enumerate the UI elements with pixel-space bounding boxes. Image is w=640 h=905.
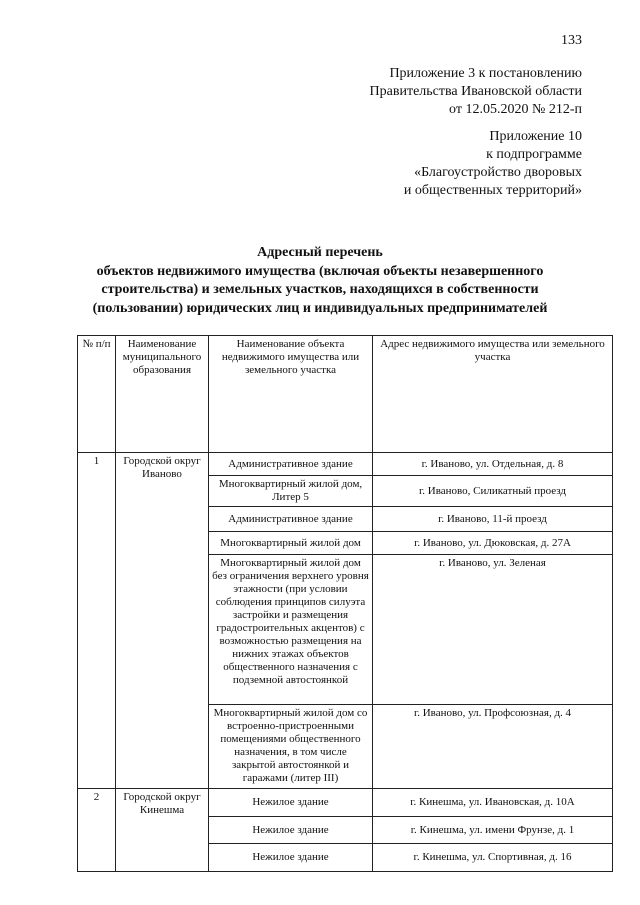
object-cell: Многоквартирный жилой дом, Литер 5 (209, 476, 373, 507)
appendix-line: к подпрограмме (486, 147, 582, 162)
title-line: (пользовании) юридических лиц и индивидуальных предпринимателей (92, 300, 548, 316)
appendix-line: «Благоустройство дворовых (414, 165, 582, 180)
object-cell: Многоквартирный жилой дом со встроенно-пристроенными помещениями общественного назначения, в том числе закрытой автостоянкой и гаражами (литер III) (209, 705, 373, 789)
row-number: 2 (78, 789, 116, 872)
title-line: строительства) и земельных участков, находящихся в собственности (101, 282, 539, 297)
object-cell: Нежилое здание (209, 789, 373, 817)
address-cell: г. Иваново, Силикатный проезд (373, 476, 613, 507)
subprogram-reference (404, 128, 582, 200)
address-cell: г. Иваново, ул. Отдельная, д. 8 (373, 453, 613, 476)
object-cell: Административное здание (209, 453, 373, 476)
object-cell: Нежилое здание (209, 844, 373, 872)
table-row (78, 453, 613, 476)
title-line: объектов недвижимого имущества (включая объекты незавершенного (96, 263, 544, 279)
address-cell: г. Кинешма, ул. Спортивная, д. 16 (373, 844, 613, 872)
header-object: Наименование объекта недвижимого имущества или земельного участка (209, 336, 373, 453)
address-cell: г. Иваново, ул. Профсоюзная, д. 4 (373, 705, 613, 789)
row-number: 1 (78, 453, 116, 789)
header-address: Адрес недвижимого имущества или земельного участка (373, 336, 613, 453)
page-number: 133 (561, 33, 582, 48)
object-cell: Многоквартирный жилой дом (209, 532, 373, 555)
municipality-cell: Городской округ Иваново (116, 453, 209, 789)
appendix-reference (370, 65, 582, 119)
address-cell: г. Кинешма, ул. Ивановская, д. 10А (373, 789, 613, 817)
address-cell: г. Кинешма, ул. имени Фрунзе, д. 1 (373, 817, 613, 844)
appendix-line: Правительства Ивановской области (369, 84, 582, 99)
municipality-cell: Городской округ Кинешма (116, 789, 209, 872)
table-row (78, 789, 613, 817)
address-cell: г. Иваново, ул. Зеленая (373, 555, 613, 705)
header-number: № п/п (78, 336, 116, 453)
address-cell: г. Иваново, ул. Дюковская, д. 27А (373, 532, 613, 555)
appendix-line: от 12.05.2020 № 212-п (449, 102, 582, 117)
object-cell: Нежилое здание (209, 817, 373, 844)
appendix-line: Приложение 10 (489, 129, 582, 144)
table-header-row (78, 336, 613, 453)
object-cell: Административное здание (209, 507, 373, 532)
address-table (77, 335, 613, 872)
title-line: Адресный перечень (257, 245, 383, 260)
header-municipality: Наименование муниципального образования (116, 336, 209, 453)
appendix-line: Приложение 3 к постановлению (389, 66, 582, 81)
appendix-line: и общественных территорий» (403, 183, 582, 198)
address-cell: г. Иваново, 11-й проезд (373, 507, 613, 532)
document-title (0, 244, 640, 318)
object-cell: Многоквартирный жилой дом без ограничения верхнего уровня этажности (при условии соблюдения принципов силуэта застройки и размещения градостроительных акцентов) с возможностью размещения на нижних этажах объектов общественного назначения с подземной автостоянкой (209, 555, 373, 705)
